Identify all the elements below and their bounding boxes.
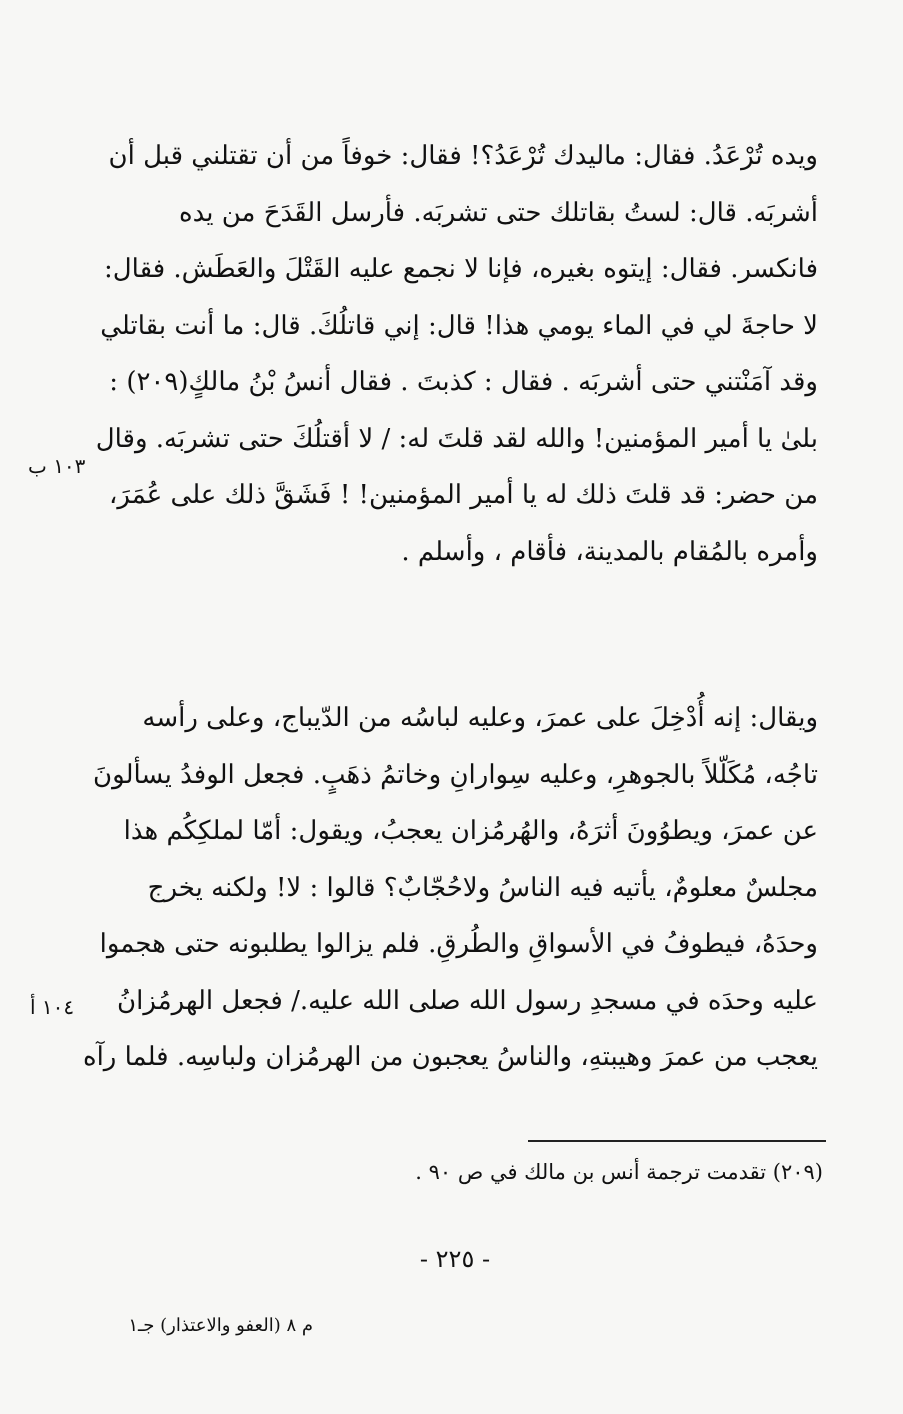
text-line: فانكسر. فقال: إيتوه بغيره، فإنا لا نجمع عليه القَتْلَ والعَطَش. فقال: [104,254,818,284]
text-line: من حضر: قد قلتَ ذلك له يا أمير المؤمنين! ! فَشَقَّ ذلك على عُمَرَ، [108,480,818,510]
text-line: أشربَه. قال: لستُ بقاتلك حتى تشربَه. فأرسل القَدَحَ من يده [178,197,818,228]
page-number: - ٢٢٥ - [419,1245,491,1273]
printer-signature: م ٨ (العفو والاعتذار) جـ١ [128,1315,313,1336]
footnote: (٢٠٩) تقدمت ترجمة أنس بن مالك في ص ٩٠ . [415,1160,823,1184]
text-line: وقد آمَنْتني حتى أشربَه . فقال : كذبتَ . فقال أنسُ بْنُ مالكٍ(٢٠٩) : [109,367,818,397]
text-line: بلىٰ يا أمير المؤمنين! والله لقد قلتَ له: / لا أقتلُكَ حتى تشربَه. وقال [95,423,818,454]
text-line: لا حاجةَ لي في الماء يومي هذا! قال: إني قاتلُكَ. قال: ما أنت بقاتلي [100,310,818,341]
margin-folio-marker: ١٠٣ ب [28,454,86,478]
text-line: يعجب من عمرَ وهيبتهِ، والناسُ يعجبون من الهرمُزان ولباسِه. فلما رآه [82,1042,818,1072]
text-line: ويده تُرْعَدُ. فقال: ماليدك تُرْعَدُ؟! فقال: خوفاً من أن تقتلني قبل أن [108,141,818,171]
footnote-divider [528,1140,826,1142]
paragraph-1 [95,128,818,580]
paragraph-2 [82,690,818,1086]
text-line: وحدَهُ، فيطوفُ في الأسواقِ والطُرقِ. فلم يزالوا يطلبونه حتى هجموا [99,929,818,959]
text-line: وأمره بالمُقام بالمدينة، فأقام ، وأسلم . [401,536,818,567]
margin-folio-marker: ١٠٤ أ [30,995,75,1019]
text-line: ويقال: إنه أُدْخِلَ على عمرَ، وعليه لباسُه من الدّيباج، وعلى رأسه [142,703,818,733]
text-line: عليه وحدَه في مسجدِ رسول الله صلى الله عليه./ فجعل الهرمُزانُ [117,985,818,1016]
text-line: تاجُه، مُكَلّلاً بالجوهرِ، وعليه سِوارانِ وخاتمُ ذهَبٍ. فجعل الوفدُ يسألونَ [93,759,818,790]
text-line: مجلسٌ معلومٌ، يأتيه فيه الناسُ ولاحُجّابٌ؟ قالوا : لا! ولكنه يخرج [147,872,818,903]
text-line: عن عمرَ، ويطوُونَ أثرَهُ، والهُرمُزان يعجبُ، ويقول: أمّا لملكِكُم هذا [123,816,818,846]
